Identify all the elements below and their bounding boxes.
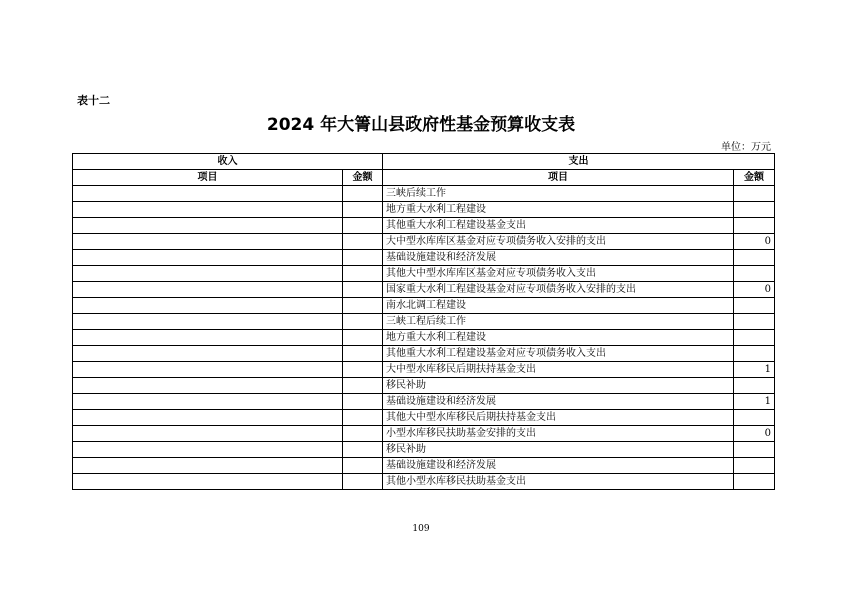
income-item-cell: [73, 266, 343, 282]
table-number-label: 表十二: [77, 94, 110, 107]
income-amount-cell: [343, 458, 383, 474]
income-amount-cell: [343, 330, 383, 346]
page-number: 109: [412, 524, 430, 534]
income-amount-header: 金额: [343, 170, 383, 186]
expense-item-cell: 基础设施建设和经济发展: [383, 250, 734, 266]
expense-amount-cell: 1: [734, 394, 775, 410]
page-title: 2024 年大箐山县政府性基金预算收支表: [266, 115, 576, 135]
expense-amount-cell: 0: [734, 426, 775, 442]
income-amount-cell: [343, 298, 383, 314]
table-body: [73, 186, 775, 490]
income-amount-cell: [343, 362, 383, 378]
income-item-cell: [73, 378, 343, 394]
income-amount-cell: [343, 186, 383, 202]
income-amount-cell: [343, 346, 383, 362]
expense-amount-cell: [734, 186, 775, 202]
expense-item-cell: 基础设施建设和经济发展: [383, 394, 734, 410]
table-row: [73, 410, 775, 426]
expense-item-cell: 南水北调工程建设: [383, 298, 734, 314]
expense-amount-cell: [734, 346, 775, 362]
table-row: [73, 218, 775, 234]
income-item-cell: [73, 330, 343, 346]
income-item-header: 项目: [73, 170, 343, 186]
budget-table: [72, 153, 775, 490]
income-item-cell: [73, 298, 343, 314]
expense-amount-cell: 1: [734, 362, 775, 378]
expense-item-cell: 大中型水库库区基金对应专项债务收入安排的支出: [383, 234, 734, 250]
income-amount-cell: [343, 282, 383, 298]
income-amount-cell: [343, 410, 383, 426]
expense-item-cell: 其他大中型水库移民后期扶持基金支出: [383, 410, 734, 426]
income-amount-cell: [343, 378, 383, 394]
header-row-columns: [73, 170, 775, 186]
table-header: [73, 154, 775, 186]
expense-item-header: 项目: [383, 170, 734, 186]
header-row-sections: [73, 154, 775, 170]
expense-item-cell: 其他重大水利工程建设基金对应专项债务收入支出: [383, 346, 734, 362]
table-row: [73, 266, 775, 282]
expense-amount-cell: [734, 458, 775, 474]
table-row: [73, 250, 775, 266]
table-row: [73, 394, 775, 410]
income-item-cell: [73, 474, 343, 490]
income-item-cell: [73, 442, 343, 458]
expense-amount-cell: [734, 378, 775, 394]
income-amount-cell: [343, 394, 383, 410]
income-item-cell: [73, 426, 343, 442]
expense-amount-cell: 0: [734, 282, 775, 298]
expense-item-cell: 其他小型水库移民扶助基金支出: [383, 474, 734, 490]
table-row: [73, 330, 775, 346]
income-item-cell: [73, 458, 343, 474]
expense-amount-cell: [734, 202, 775, 218]
income-item-cell: [73, 314, 343, 330]
table-row: [73, 442, 775, 458]
expense-amount-cell: [734, 218, 775, 234]
table-row: [73, 474, 775, 490]
income-item-cell: [73, 394, 343, 410]
table-row: [73, 362, 775, 378]
expense-amount-cell: [734, 298, 775, 314]
table-row: [73, 426, 775, 442]
table-row: [73, 202, 775, 218]
expense-amount-cell: [734, 442, 775, 458]
income-item-cell: [73, 202, 343, 218]
expense-amount-cell: [734, 474, 775, 490]
income-amount-cell: [343, 314, 383, 330]
expense-amount-cell: [734, 410, 775, 426]
income-item-cell: [73, 410, 343, 426]
income-amount-cell: [343, 474, 383, 490]
expense-item-cell: 地方重大水利工程建设: [383, 202, 734, 218]
income-amount-cell: [343, 202, 383, 218]
income-amount-cell: [343, 234, 383, 250]
expense-amount-cell: [734, 266, 775, 282]
expense-item-cell: 三峡工程后续工作: [383, 314, 734, 330]
table-row: [73, 458, 775, 474]
unit-label: 单位：万元: [721, 142, 771, 153]
income-item-cell: [73, 234, 343, 250]
income-amount-cell: [343, 266, 383, 282]
table-row: [73, 346, 775, 362]
income-item-cell: [73, 362, 343, 378]
income-amount-cell: [343, 250, 383, 266]
expense-item-cell: 其他重大水利工程建设基金支出: [383, 218, 734, 234]
income-item-cell: [73, 186, 343, 202]
income-item-cell: [73, 218, 343, 234]
income-item-cell: [73, 346, 343, 362]
income-item-cell: [73, 282, 343, 298]
expense-amount-cell: [734, 314, 775, 330]
expense-item-cell: 国家重大水利工程建设基金对应专项债务收入安排的支出: [383, 282, 734, 298]
expense-item-cell: 三峡后续工作: [383, 186, 734, 202]
table-row: [73, 282, 775, 298]
table-row: [73, 234, 775, 250]
expense-item-cell: 移民补助: [383, 442, 734, 458]
expense-amount-cell: 0: [734, 234, 775, 250]
expense-amount-header: 金额: [734, 170, 775, 186]
expense-amount-cell: [734, 330, 775, 346]
table-row: [73, 186, 775, 202]
table-row: [73, 298, 775, 314]
income-amount-cell: [343, 426, 383, 442]
income-amount-cell: [343, 442, 383, 458]
expense-amount-cell: [734, 250, 775, 266]
income-header: 收入: [73, 154, 383, 170]
table-row: [73, 314, 775, 330]
expense-item-cell: 移民补助: [383, 378, 734, 394]
expense-item-cell: 其他大中型水库库区基金对应专项债务收入支出: [383, 266, 734, 282]
expense-item-cell: 基础设施建设和经济发展: [383, 458, 734, 474]
expense-header: 支出: [383, 154, 775, 170]
expense-item-cell: 小型水库移民扶助基金安排的支出: [383, 426, 734, 442]
expense-item-cell: 地方重大水利工程建设: [383, 330, 734, 346]
income-amount-cell: [343, 218, 383, 234]
table-row: [73, 378, 775, 394]
income-item-cell: [73, 250, 343, 266]
expense-item-cell: 大中型水库移民后期扶持基金支出: [383, 362, 734, 378]
